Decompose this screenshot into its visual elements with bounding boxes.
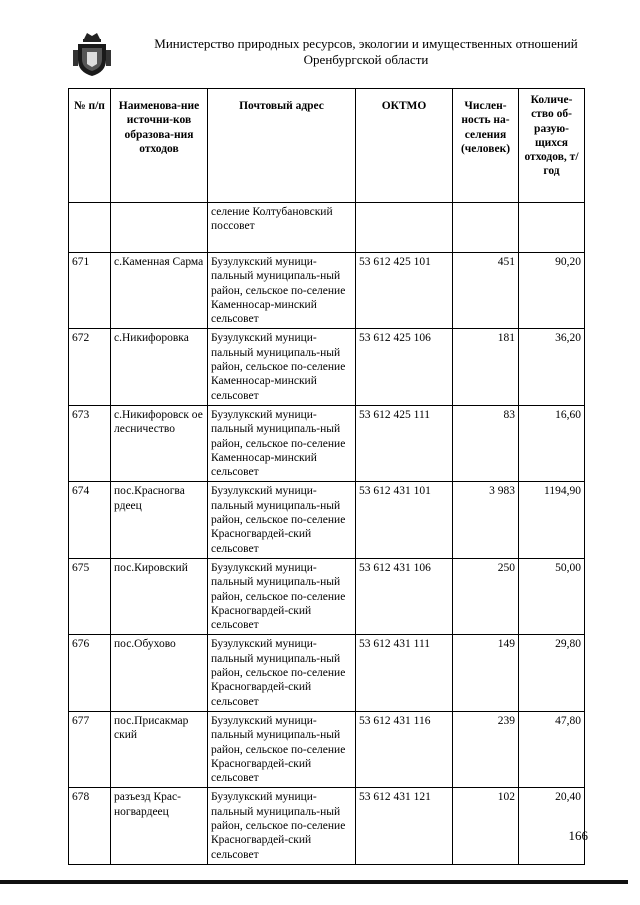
cell-population: 181 bbox=[453, 329, 519, 405]
cell-population: 83 bbox=[453, 405, 519, 481]
cell-waste: 29,80 bbox=[519, 635, 585, 711]
cell-address: Бузулукский муници-пальный муниципаль-ный район, сельское по-селение Каменносар-минский сельсовет bbox=[208, 329, 356, 405]
cell-address: Бузулукский муници-пальный муниципаль-ный район, сельское по-селение Каменносар-минский сельсовет bbox=[208, 405, 356, 481]
cell-oktmo: 53 612 431 116 bbox=[356, 711, 453, 787]
cell-address: Бузулукский муници-пальный муниципаль-ный район, сельское по-селение Каменносар-минский сельсовет bbox=[208, 253, 356, 329]
cell-waste bbox=[519, 203, 585, 253]
table-row bbox=[69, 253, 585, 329]
table-row bbox=[69, 635, 585, 711]
cell-address: Бузулукский муници-пальный муниципаль-ный район, сельское по-селение Красногвардей-ский сельсовет bbox=[208, 482, 356, 558]
region-name: Оренбургской области bbox=[303, 52, 429, 67]
cell-oktmo: 53 612 431 106 bbox=[356, 558, 453, 634]
cell-population: 3 983 bbox=[453, 482, 519, 558]
cell-oktmo: 53 612 425 106 bbox=[356, 329, 453, 405]
cell-oktmo: 53 612 431 121 bbox=[356, 788, 453, 864]
cell-number bbox=[69, 203, 111, 253]
cell-waste: 90,20 bbox=[519, 253, 585, 329]
cell-source: разъезд Крас-ногвардеец bbox=[111, 788, 208, 864]
cell-population bbox=[453, 203, 519, 253]
cell-waste: 36,20 bbox=[519, 329, 585, 405]
cell-source: пос.Кировский bbox=[111, 558, 208, 634]
table-row-continuation bbox=[69, 203, 585, 253]
cell-population: 250 bbox=[453, 558, 519, 634]
cell-number: 678 bbox=[69, 788, 111, 864]
cell-source: пос.Обухово bbox=[111, 635, 208, 711]
cell-waste: 16,60 bbox=[519, 405, 585, 481]
cell-address: Бузулукский муници-пальный муниципаль-ный район, сельское по-селение Красногвардей-ский сельсовет bbox=[208, 635, 356, 711]
table-row bbox=[69, 482, 585, 558]
cell-population: 102 bbox=[453, 788, 519, 864]
col-header-population: Числен-ность на-селения (человек) bbox=[453, 89, 519, 203]
bottom-rule bbox=[0, 880, 628, 884]
cell-address: селение Колтубановский поссовет bbox=[208, 203, 356, 253]
cell-number: 675 bbox=[69, 558, 111, 634]
table-row bbox=[69, 788, 585, 864]
waste-sources-table bbox=[68, 88, 585, 865]
cell-source: с.Никифоровск ое лесничество bbox=[111, 405, 208, 481]
cell-number: 676 bbox=[69, 635, 111, 711]
cell-population: 239 bbox=[453, 711, 519, 787]
table-header-row bbox=[69, 89, 585, 203]
cell-waste: 47,80 bbox=[519, 711, 585, 787]
cell-waste: 1194,90 bbox=[519, 482, 585, 558]
cell-source: с.Никифоровка bbox=[111, 329, 208, 405]
cell-population: 149 bbox=[453, 635, 519, 711]
col-header-address: Почтовый адрес bbox=[208, 89, 356, 203]
cell-oktmo: 53 612 431 111 bbox=[356, 635, 453, 711]
col-header-number: № п/п bbox=[69, 89, 111, 203]
cell-address: Бузулукский муници-пальный муниципаль-ный район, сельское по-селение Красногвардей-ский сельсовет bbox=[208, 711, 356, 787]
cell-oktmo: 53 612 425 101 bbox=[356, 253, 453, 329]
table-row bbox=[69, 711, 585, 787]
cell-population: 451 bbox=[453, 253, 519, 329]
cell-waste: 20,40 bbox=[519, 788, 585, 864]
table-row bbox=[69, 558, 585, 634]
cell-oktmo bbox=[356, 203, 453, 253]
cell-number: 674 bbox=[69, 482, 111, 558]
col-header-waste: Количе-ство об-разую-щихся отходов, т/год bbox=[519, 89, 585, 203]
table-row bbox=[69, 405, 585, 481]
document-header bbox=[72, 30, 620, 80]
cell-oktmo: 53 612 425 111 bbox=[356, 405, 453, 481]
cell-number: 671 bbox=[69, 253, 111, 329]
cell-address: Бузулукский муници-пальный муниципаль-ный район, сельское по-селение Красногвардей-ский сельсовет bbox=[208, 558, 356, 634]
col-header-oktmo: ОКТМО bbox=[356, 89, 453, 203]
cell-number: 672 bbox=[69, 329, 111, 405]
cell-source: пос.Красногва рдеец bbox=[111, 482, 208, 558]
ministry-name: Министерство природных ресурсов, экологии и имущественных отношений bbox=[154, 36, 578, 51]
col-header-source: Наименова-ние источни-ков образова-ния отходов bbox=[111, 89, 208, 203]
page-number: 166 bbox=[568, 828, 588, 843]
coat-of-arms-icon bbox=[72, 30, 112, 78]
cell-number: 673 bbox=[69, 405, 111, 481]
cell-oktmo: 53 612 431 101 bbox=[356, 482, 453, 558]
cell-source: пос.Присакмар ский bbox=[111, 711, 208, 787]
cell-source bbox=[111, 203, 208, 253]
cell-address: Бузулукский муници-пальный муниципаль-ный район, сельское по-селение Красногвардей-ский сельсовет bbox=[208, 788, 356, 864]
cell-source: с.Каменная Сарма bbox=[111, 253, 208, 329]
cell-waste: 50,00 bbox=[519, 558, 585, 634]
cell-number: 677 bbox=[69, 711, 111, 787]
table-row bbox=[69, 329, 585, 405]
